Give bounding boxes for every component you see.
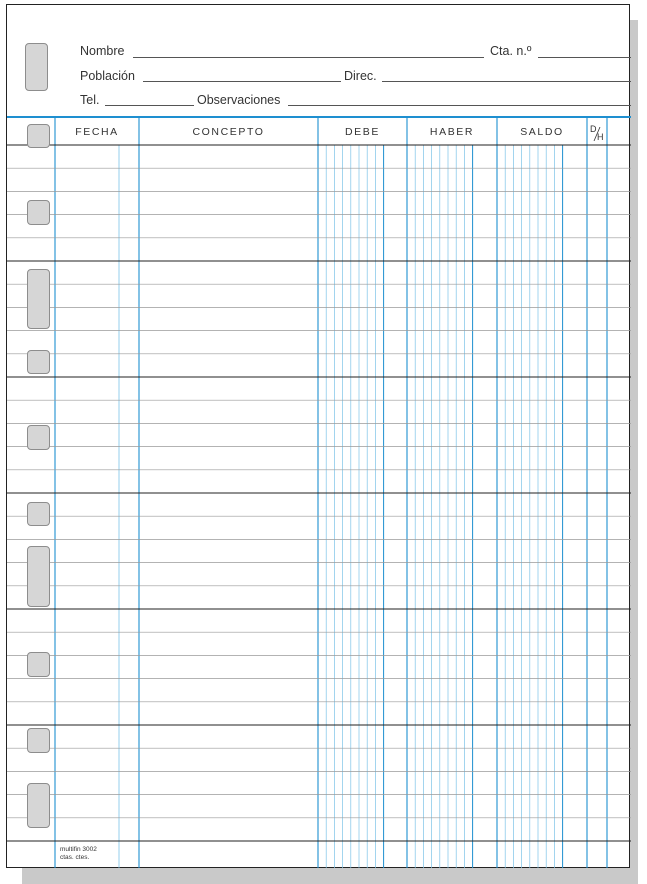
binder-hole [27,728,50,753]
binder-hole [27,269,50,329]
binder-hole [27,652,50,677]
nombre-label: Nombre [80,44,125,58]
binder-hole [27,350,50,374]
col-dh-top: D [590,124,597,134]
binder-hole [27,425,50,450]
col-fecha-heading: FECHA [75,126,119,138]
form-code-line-2: ctas. ctes. [60,853,90,861]
tel-label: Tel. [80,93,100,107]
form-code-line-1: multifin 3002 [60,846,97,853]
col-dh-bottom: H [597,132,604,142]
col-haber-heading: HABER [429,126,475,138]
binder-hole [27,546,50,607]
binder-hole [27,502,50,526]
cta-label: Cta. n.º [490,44,532,58]
form-code [60,846,97,861]
col-saldo-heading: SALDO [520,126,564,138]
col-debe-heading: DEBE [345,126,380,138]
direc-label: Direc. [344,69,377,83]
binder-hole [27,783,50,828]
binder-hole [25,43,48,91]
ledger-sheet [6,4,630,868]
binder-hole [27,124,50,148]
col-concepto-heading: CONCEPTO [192,126,265,138]
poblacion-label: Población [80,69,135,83]
binder-hole [27,200,50,225]
observaciones-label: Observaciones [197,93,281,107]
